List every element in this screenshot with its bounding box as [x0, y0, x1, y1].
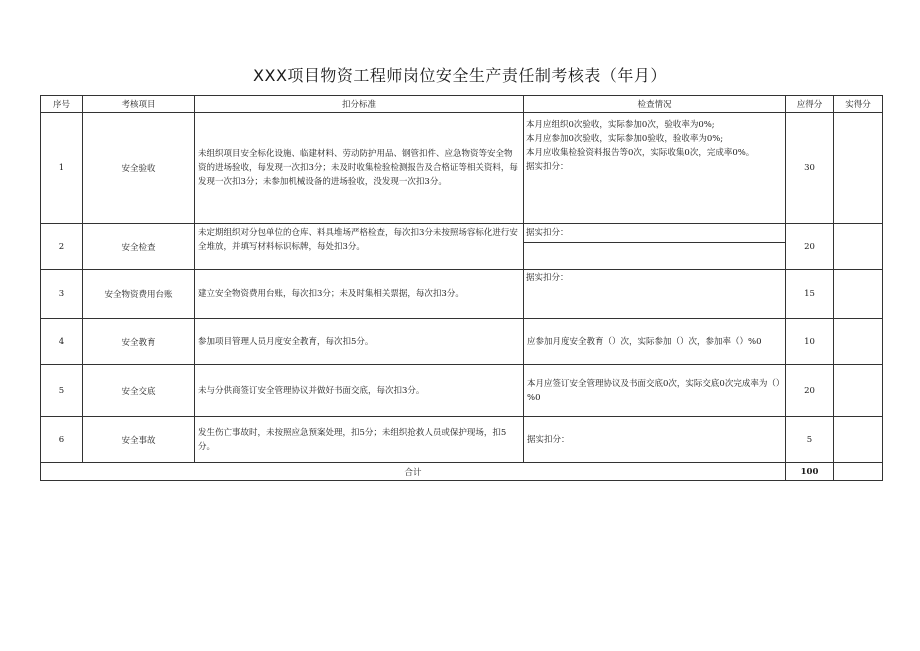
header-no: 序号 — [41, 96, 83, 113]
row-item: 安全事故 — [83, 417, 195, 463]
total-label: 合计 — [41, 463, 786, 481]
total-actual-score[interactable] — [834, 463, 883, 481]
table-row — [41, 224, 883, 270]
row-actual-score[interactable] — [834, 365, 883, 417]
row-item: 安全交底 — [83, 365, 195, 417]
page-title: XXX项目物资工程师岗位安全生产责任制考核表（年月） — [253, 66, 667, 85]
row-standard: 建立安全物资费用台账，每次扣3分；未及时集相关票据，每次扣3分。 — [195, 270, 524, 319]
row-standard: 未定期组织对分包单位的仓库、料具堆场严格检查，每次扣3分未按照场容标化进行安全堆放，并填写材料标识标牌，每处扣3分。 — [195, 224, 524, 270]
header-due-score: 应得分 — [786, 96, 834, 113]
row-actual-score[interactable] — [834, 319, 883, 365]
row-check: 应参加月度安全教育（）次，实际参加（）次，参加率（）%0 — [524, 319, 786, 365]
row-actual-score[interactable] — [834, 224, 883, 270]
check-line: 据实扣分： — [526, 162, 569, 172]
check-line: 据实扣分： — [526, 273, 569, 283]
row-check: 本月应签订安全管理协议及书面交底0次，实际交底0次完成率为（）%0 — [524, 365, 786, 417]
row-item: 安全物资费用台账 — [83, 270, 195, 319]
table-row — [41, 270, 883, 319]
row-standard: 未组织项目安全标化设施、临建材料、劳动防护用品、钢管扣件、应急物资等安全物资的进场验收，每发现一次扣3分；未及时收集检验检测报告及合格证等相关资料，每发现一次扣3分；未参加机械设备的进场验收，没发现一次扣3分。 — [195, 113, 524, 224]
row-due-score: 20 — [786, 224, 834, 270]
row-due-score: 10 — [786, 319, 834, 365]
row-actual-score[interactable] — [834, 417, 883, 463]
header-item: 考核项目 — [83, 96, 195, 113]
row-check — [524, 270, 786, 319]
row-check: 据实扣分： — [524, 417, 786, 463]
header-standard: 扣分标准 — [195, 96, 524, 113]
assessment-table — [40, 95, 883, 481]
row-no: 1 — [41, 113, 83, 224]
row-check — [524, 224, 786, 270]
row-due-score: 30 — [786, 113, 834, 224]
row-standard: 未与分供商签订安全管理协议并做好书面交底，每次扣3分。 — [195, 365, 524, 417]
table-row — [41, 113, 883, 224]
table-row — [41, 365, 883, 417]
check-line: 本月应参加0次验收，实际参加0验收，验收率为0%; — [526, 134, 724, 144]
row-no: 3 — [41, 270, 83, 319]
total-due-score: 100 — [786, 463, 834, 481]
row-actual-score[interactable] — [834, 113, 883, 224]
row-no: 2 — [41, 224, 83, 270]
row-due-score: 15 — [786, 270, 834, 319]
row-due-score: 5 — [786, 417, 834, 463]
row-item: 安全检查 — [83, 224, 195, 270]
check-line: 本月应组织0次验收，实际参加0次，验收率为0%; — [526, 120, 715, 130]
row-actual-score[interactable] — [834, 270, 883, 319]
table-row — [41, 417, 883, 463]
header-actual-score: 实得分 — [834, 96, 883, 113]
header-row — [41, 96, 883, 113]
row-standard: 发生伤亡事故时，未按照应急预案处理，扣5分；未组织抢救人员或保护现场，扣5分。 — [195, 417, 524, 463]
row-no: 6 — [41, 417, 83, 463]
row-no: 5 — [41, 365, 83, 417]
row-check — [524, 113, 786, 224]
table-row — [41, 319, 883, 365]
row-due-score: 20 — [786, 365, 834, 417]
header-check: 检查情况 — [524, 96, 786, 113]
row-item: 安全验收 — [83, 113, 195, 224]
row-no: 4 — [41, 319, 83, 365]
row-item: 安全教育 — [83, 319, 195, 365]
row-standard: 参加项目管理人员月度安全教育，每次扣5分。 — [195, 319, 524, 365]
check-line: 据实扣分： — [524, 224, 785, 243]
check-line: 本月应收集检验资料报告等0次，实际收集0次，完成率0%。 — [526, 148, 755, 158]
total-row — [41, 463, 883, 481]
